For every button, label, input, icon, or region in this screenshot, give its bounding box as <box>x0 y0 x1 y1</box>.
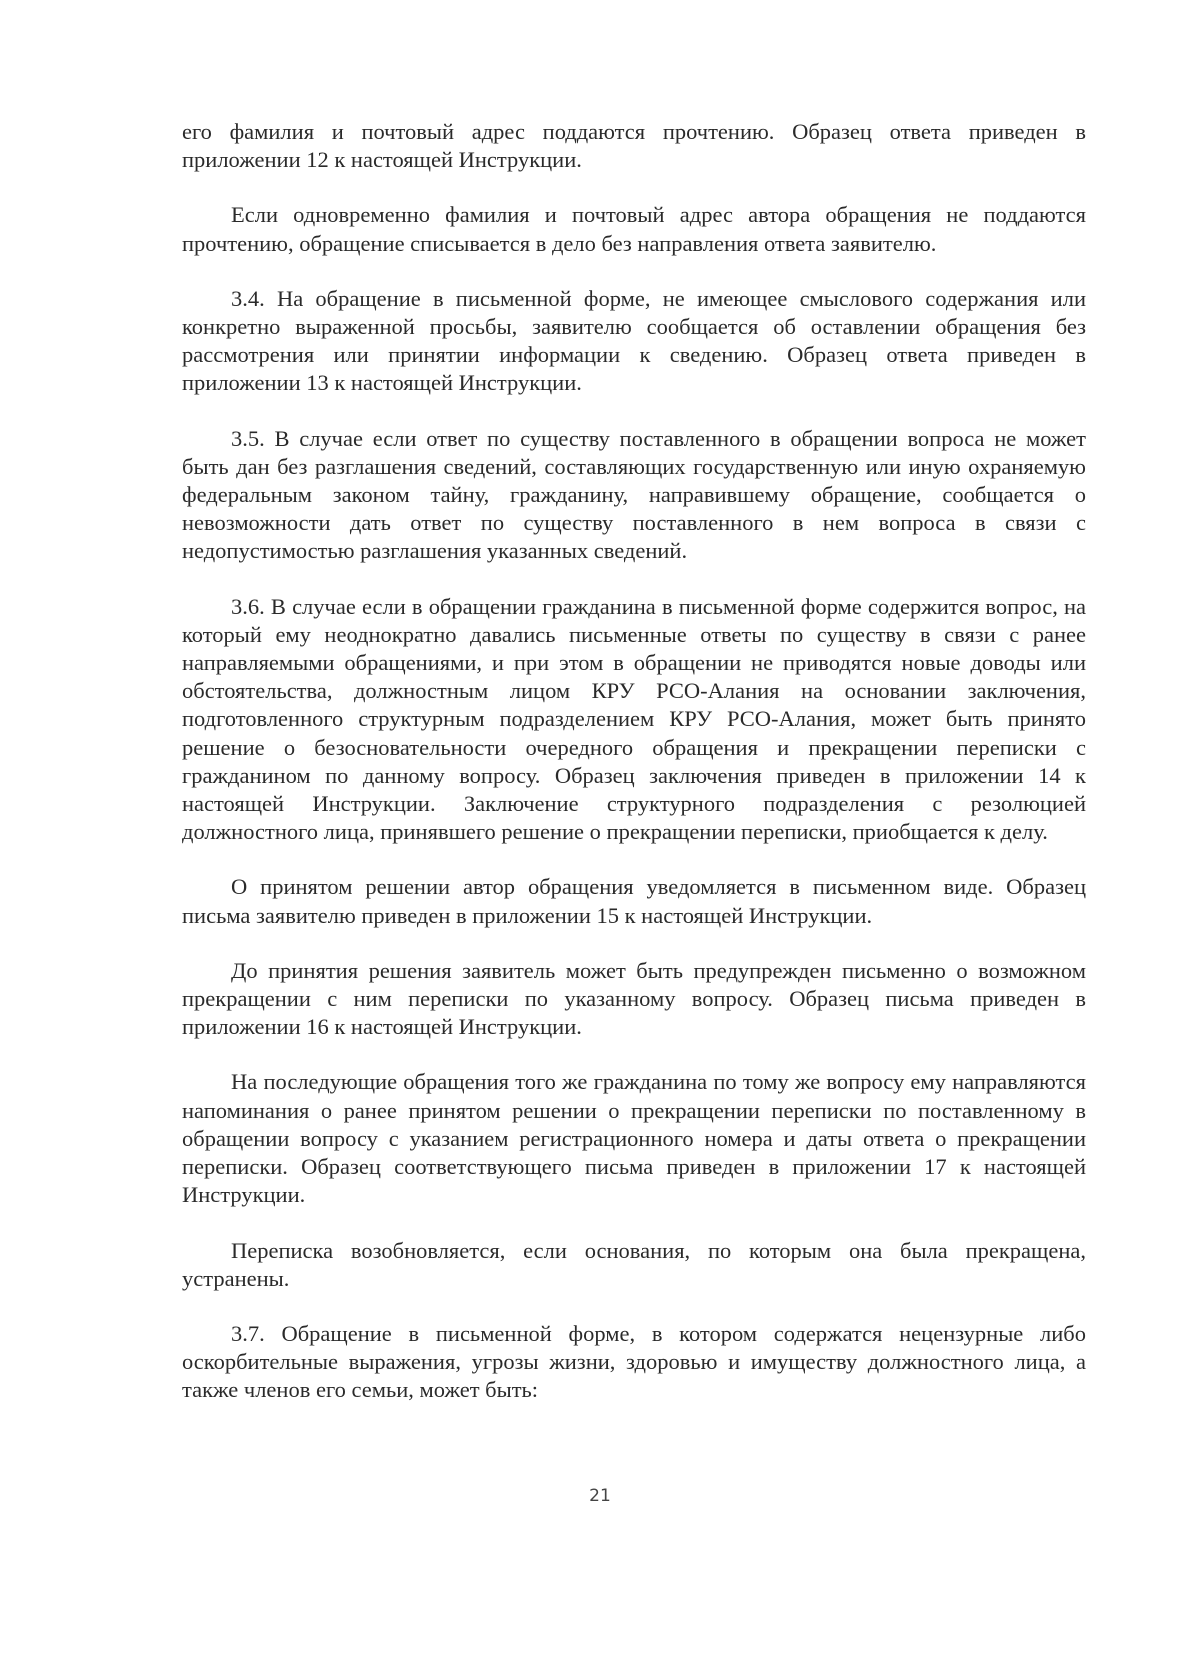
document-body <box>182 118 1086 1432</box>
paragraph-decision-notice: О принятом решении автор обращения уведомляется в письменном виде. Образец письма заявителю приведен в приложении 15 к настоящей Инструкции. <box>182 874 1086 928</box>
paragraph-3-5: 3.5. В случае если ответ по существу поставленного в обращении вопроса не может быть дан без разглашения сведений, составляющих государственную или иную охраняемую федеральным законом тайну, гражданину, направившему обращение, сообщается о невозможности дать ответ по существу поставленного в нем вопроса в связи с недопустимостью разглашения указанных сведений. <box>182 425 1086 564</box>
paragraph-3-4: 3.4. На обращение в письменной форме, не имеющее смыслового содержания или конкретно выраженной просьбы, заявителю сообщается об оставлении обращения без рассмотрения или принятии информации к сведению. Образец ответа приведен в приложении 13 к настоящей Инструкции. <box>182 285 1086 396</box>
paragraph-3-6: 3.6. В случае если в обращении гражданина в письменной форме содержится вопрос, на который ему неоднократно давались письменные ответы по существу в связи с ранее направляемыми обращениями, и при этом в обращении не приводятся новые доводы или обстоятельства, должностным лицом КРУ РСО-Алания на основании заключения, подготовленного структурным подразделением КРУ РСО-Алания, может быть принято решение о безосновательности очередного обращения и прекращении переписки с гражданином по данному вопросу. Образец заключения приведен в приложении 14 к настоящей Инструкции. Заключение структурного подразделения с резолюцией должностного лица, принявшего решение о прекращении переписки, приобщается к делу. <box>182 593 1086 845</box>
paragraph-resumption: Переписка возобновляется, если основания, по которым она была прекращена, устранены. <box>182 1237 1086 1291</box>
paragraph-unreadable-address: Если одновременно фамилия и почтовый адрес автора обращения не поддаются прочтению, обращение списывается в дело без направления ответа заявителю. <box>182 202 1086 256</box>
paragraph-warning: До принятия решения заявитель может быть предупрежден письменно о возможном прекращении с ним переписки по указанному вопросу. Образец письма приведен в приложении 16 к настоящей Инструкции. <box>182 957 1086 1040</box>
page-number: 21 <box>589 1486 611 1506</box>
paragraph-3-7: 3.7. Обращение в письменной форме, в котором содержатся нецензурные либо оскорбительные выражения, угрозы жизни, здоровью и имуществу должностного лица, а также членов его семьи, может быть: <box>182 1320 1086 1403</box>
paragraph-reminders: На последующие обращения того же гражданина по тому же вопросу ему направляются напоминания о ранее принятом решении о прекращении переписки по поставленному в обращении вопросу с указанием регистрационного номера и даты ответа о прекращении переписки. Образец соответствующего письма приведен в приложении 17 к настоящей Инструкции. <box>182 1069 1086 1208</box>
paragraph-continuation: его фамилия и почтовый адрес поддаются прочтению. Образец ответа приведен в приложении 12 к настоящей Инструкции. <box>182 119 1086 173</box>
